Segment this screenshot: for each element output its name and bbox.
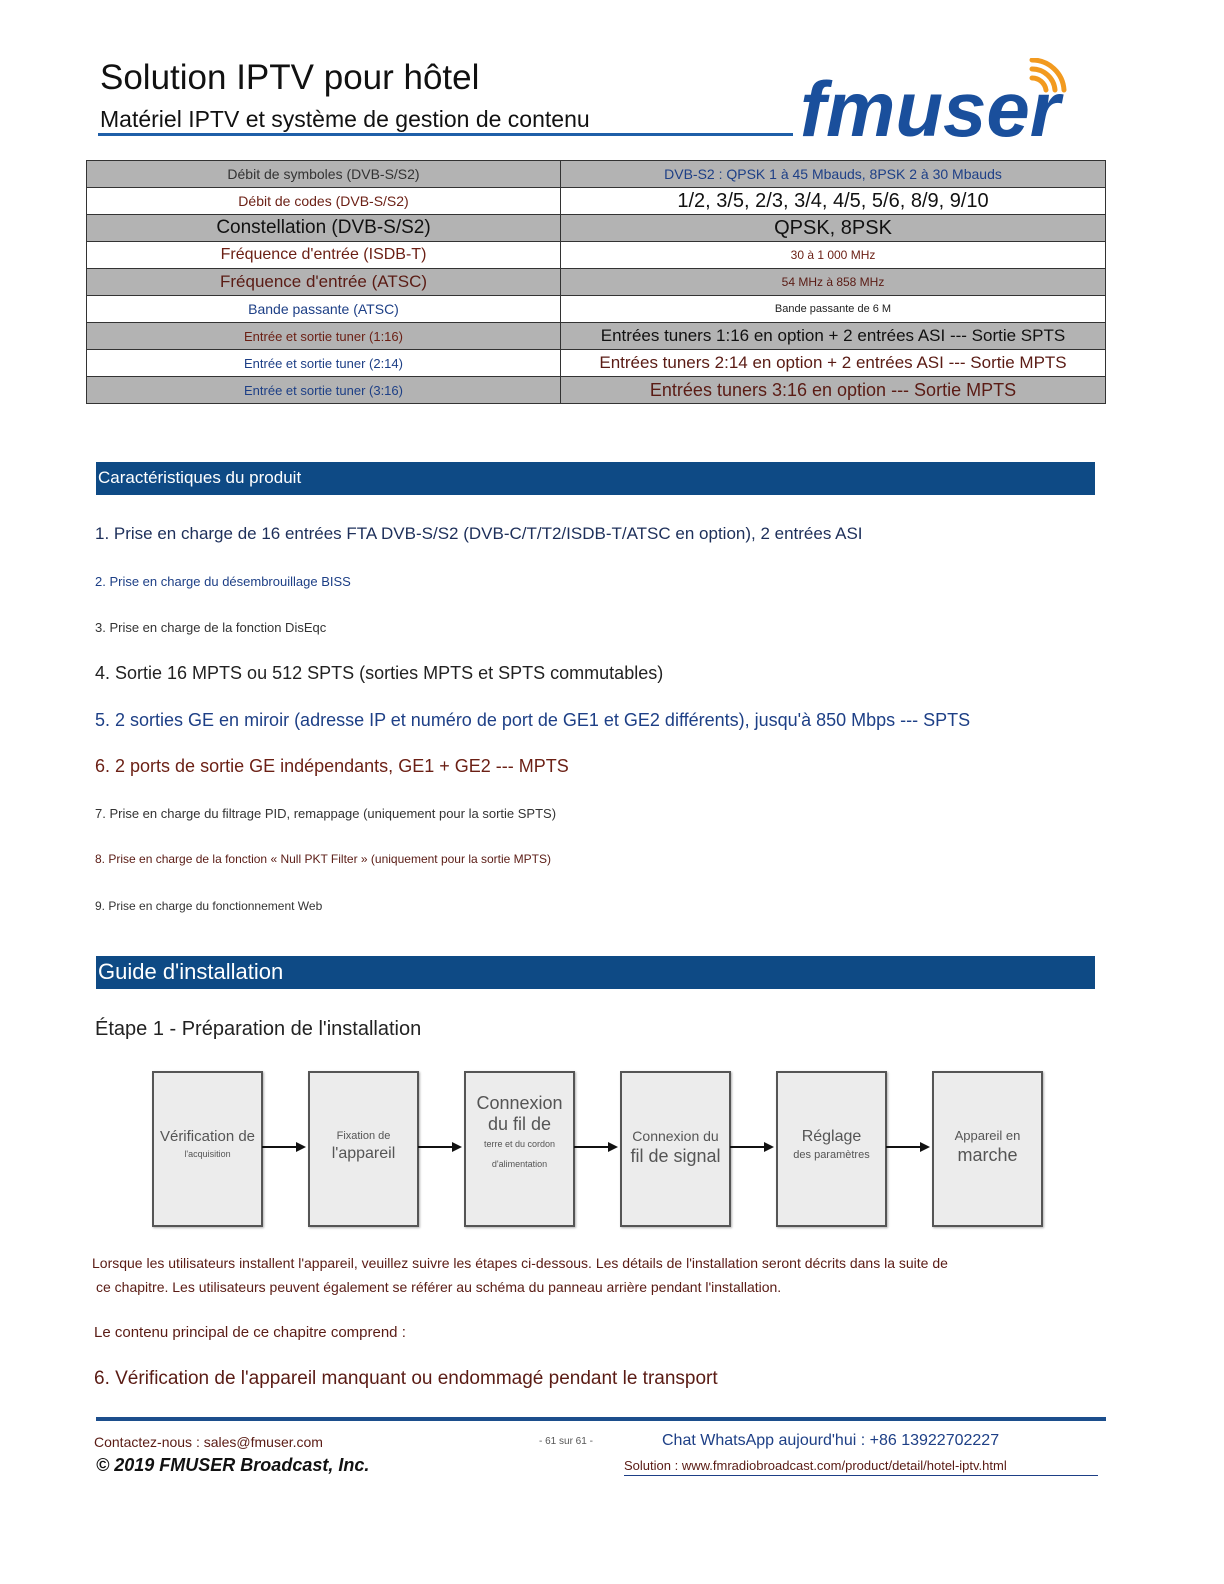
features-banner xyxy=(96,462,1095,495)
logo-wordmark: fmuser xyxy=(800,65,1061,148)
arrow-right-icon xyxy=(418,1140,462,1154)
document-subtitle: Matériel IPTV et système de gestion de contenu xyxy=(100,106,590,132)
feature-item: 1. Prise en charge de 16 entrées FTA DVB-S/S2 (DVB-C/T/T2/ISDB-T/ATSC en option), 2 entrées ASI xyxy=(95,524,863,543)
whatsapp-contact: Chat WhatsApp aujourd'hui : +86 13922702227 xyxy=(662,1432,1000,1449)
table-row xyxy=(87,161,1106,188)
feature-item: 4. Sortie 16 MPTS ou 512 SPTS (sorties MPTS et SPTS commutables) xyxy=(95,663,664,683)
install-paragraph-line2: ce chapitre. Les utilisateurs peuvent également se référer au schéma du panneau arrière pendant l'installation. xyxy=(96,1279,782,1295)
table-row xyxy=(87,269,1106,296)
install-paragraph-line1: Lorsque les utilisateurs installent l'appareil, veuillez suivre les étapes ci-dessous. Les détails de l'installation seront décrits dans la suite de xyxy=(92,1255,948,1271)
spec-label: Entrée et sortie tuner (2:14) xyxy=(87,350,561,377)
feature-item: 2. Prise en charge du désembrouillage BISS xyxy=(95,574,351,589)
spec-label: Fréquence d'entrée (ATSC) xyxy=(87,269,561,296)
table-row xyxy=(87,242,1106,269)
spec-label: Constellation (DVB-S/S2) xyxy=(87,215,561,242)
spec-label: Débit de codes (DVB-S/S2) xyxy=(87,188,561,215)
feature-item: 9. Prise en charge du fonctionnement Web xyxy=(95,899,323,913)
spec-label: Bande passante (ATSC) xyxy=(87,296,561,323)
spec-label: Entrée et sortie tuner (1:16) xyxy=(87,323,561,350)
feature-item: 5. 2 sorties GE en miroir (adresse IP et numéro de port de GE1 et GE2 différents), jusqu'à 850 Mbps --- SPTS xyxy=(95,710,971,730)
guide-banner xyxy=(96,956,1095,989)
page-number: - 61 sur 61 - xyxy=(539,1436,593,1447)
spec-value: Entrées tuners 3:16 en option --- Sortie MPTS xyxy=(561,377,1106,404)
fmuser-logo xyxy=(800,58,1105,148)
spec-value: Entrées tuners 1:16 en option + 2 entrées ASI --- Sortie SPTS xyxy=(561,323,1106,350)
spec-value: Bande passante de 6 M xyxy=(561,296,1106,323)
table-row xyxy=(87,296,1106,323)
contents-item: 6. Vérification de l'appareil manquant ou endommagé pendant le transport xyxy=(94,1368,718,1389)
spec-value: 54 MHz à 858 MHz xyxy=(561,269,1106,296)
spec-value: DVB-S2 : QPSK 1 à 45 Mbauds, 8PSK 2 à 30 Mbauds xyxy=(561,161,1106,188)
feature-item: 8. Prise en charge de la fonction « Null PKT Filter » (uniquement pour la sortie MPTS) xyxy=(95,852,551,866)
feature-item: 3. Prise en charge de la fonction DisEqc xyxy=(95,620,327,635)
arrow-right-icon xyxy=(574,1140,618,1154)
document-title: Solution IPTV pour hôtel xyxy=(100,58,480,97)
spec-value: Entrées tuners 2:14 en option + 2 entrées ASI --- Sortie MPTS xyxy=(561,350,1106,377)
flow-step-settings: Réglage des paramètres xyxy=(776,1071,887,1227)
arrow-right-icon xyxy=(262,1140,306,1154)
arrow-right-icon xyxy=(886,1140,930,1154)
features-heading: Caractéristiques du produit xyxy=(98,468,302,487)
spec-value: 30 à 1 000 MHz xyxy=(561,242,1106,269)
table-row xyxy=(87,188,1106,215)
table-row xyxy=(87,377,1106,404)
solution-link[interactable]: Solution : www.fmradiobroadcast.com/product/detail/hotel-iptv.html xyxy=(624,1458,1098,1476)
spec-label: Entrée et sortie tuner (3:16) xyxy=(87,377,561,404)
step-title: Étape 1 - Préparation de l'installation xyxy=(95,1018,422,1040)
arrow-right-icon xyxy=(730,1140,774,1154)
feature-item: 7. Prise en charge du filtrage PID, remappage (uniquement pour la sortie SPTS) xyxy=(95,806,557,821)
table-row xyxy=(87,215,1106,242)
footer-contact: Contactez-nous : sales@fmuser.com xyxy=(94,1434,323,1450)
flow-step-signal-connection: Connexion du fil de signal xyxy=(620,1071,731,1227)
guide-heading: Guide d'installation xyxy=(98,959,284,984)
feature-item: 6. 2 ports de sortie GE indépendants, GE1 + GE2 --- MPTS xyxy=(95,756,569,776)
flow-step-fixation: Fixation de l'appareil xyxy=(308,1071,419,1227)
header-underline xyxy=(98,133,793,136)
spec-value: 1/2, 3/5, 2/3, 3/4, 4/5, 5/6, 8/9, 9/10 xyxy=(561,188,1106,215)
flow-step-power-connection: Connexion du fil de terre et du cordon d'alimentation xyxy=(464,1071,575,1227)
flow-step-verification: Vérification de l'acquisition xyxy=(152,1071,263,1227)
table-row xyxy=(87,323,1106,350)
contents-label: Le contenu principal de ce chapitre comprend : xyxy=(94,1324,406,1341)
spec-label: Fréquence d'entrée (ISDB-T) xyxy=(87,242,561,269)
spec-label: Débit de symboles (DVB-S/S2) xyxy=(87,161,561,188)
table-row xyxy=(87,350,1106,377)
copyright: © 2019 FMUSER Broadcast, Inc. xyxy=(96,1455,370,1475)
spec-value: QPSK, 8PSK xyxy=(561,215,1106,242)
footer-divider xyxy=(96,1417,1106,1421)
spec-table xyxy=(86,160,1106,404)
flow-step-power-on: Appareil en marche xyxy=(932,1071,1043,1227)
